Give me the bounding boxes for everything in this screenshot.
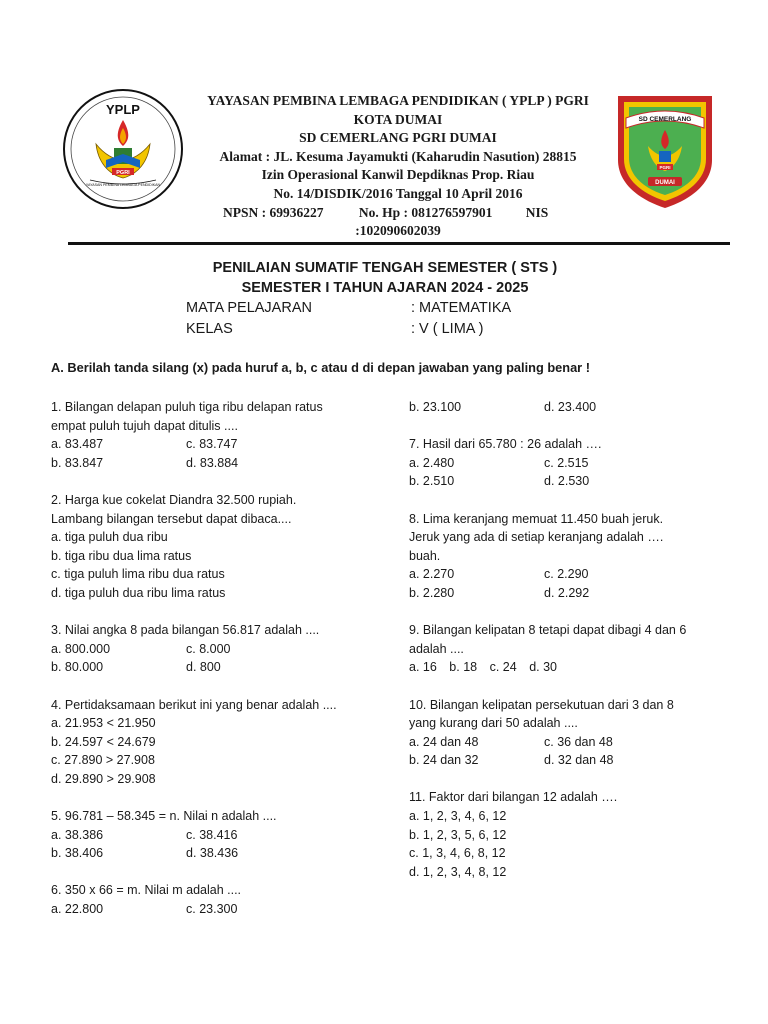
letterhead-line-5: Izin Operasional Kanwil Depdiknas Prop. Riau: [261, 167, 535, 183]
letterhead-contact-row: [185, 204, 611, 223]
question-8: [409, 510, 719, 603]
option-row: [51, 658, 391, 677]
question-text: 7. Hasil dari 65.780 : 26 adalah ….: [409, 437, 602, 452]
nis-label: NIS: [525, 204, 549, 220]
option-a: a. 22.800: [51, 902, 104, 917]
letterhead-line-1: YAYASAN PEMBINA LEMBAGA PENDIDIKAN ( YPLP ) PGRI: [207, 93, 589, 108]
option-row: [409, 398, 719, 417]
option-d: d. 2.530: [544, 474, 590, 489]
letterhead: [185, 92, 611, 241]
option-a: a. 1, 2, 3, 4, 6, 12: [409, 809, 507, 824]
exam-title-block: [90, 259, 680, 298]
question-column-right: [409, 398, 719, 900]
option-b: b. 38.406: [51, 846, 104, 861]
question-text: yang kurang dari 50 adalah ....: [409, 716, 578, 731]
class-row: [186, 319, 484, 340]
question-9: [409, 621, 719, 677]
exam-title: PENILAIAN SUMATIF TENGAH SEMESTER ( STS ): [212, 260, 558, 276]
option-c: c. 8.000: [186, 641, 231, 656]
question-column-left: [51, 398, 391, 937]
option-a: a. 2.480: [409, 455, 455, 470]
question-text: 2. Harga kue cokelat Diandra 32.500 rupiah.: [51, 492, 297, 507]
question-text: Jeruk yang ada di setiap keranjang adalah ….: [409, 530, 664, 545]
option-d: d. 30: [529, 660, 557, 675]
option-row: [409, 584, 719, 603]
option-b: b. 18: [449, 660, 478, 675]
option-c: c. 83.747: [186, 437, 238, 452]
question-text: 11. Faktor dari bilangan 12 adalah ….: [409, 790, 618, 805]
question-text: adalah ....: [409, 641, 464, 656]
question-3: [51, 621, 391, 677]
npsn-text: NPSN : 69936227: [223, 204, 324, 220]
question-10: [409, 696, 719, 770]
question-6: [51, 881, 391, 918]
option-b: b. 23.100: [409, 400, 462, 414]
phone-text: No. Hp : 081276597901: [358, 204, 493, 220]
subject-row: [186, 298, 512, 319]
option-row: [51, 826, 391, 845]
sd-logo-bottom: DUMAI: [655, 180, 675, 186]
option-a: a. 800.000: [51, 641, 111, 656]
question-text: 8. Lima keranjang memuat 11.450 buah jeruk.: [409, 511, 664, 526]
option-a: a. 21.953 < 21.950: [51, 716, 156, 731]
question-text: 1. Bilangan delapan puluh tiga ribu delapan ratus: [51, 400, 323, 414]
option-c: c. 38.416: [186, 827, 238, 842]
option-c: c. 2.515: [544, 455, 589, 470]
question-11: [409, 788, 719, 881]
option-b: b. 2.510: [409, 474, 455, 489]
option-b: b. 24.597 < 24.679: [51, 734, 156, 749]
option-row: [409, 472, 719, 491]
option-c: c. 1, 3, 4, 6, 8, 12: [409, 846, 506, 861]
question-1: [51, 398, 391, 472]
option-d: d. 83.884: [186, 455, 239, 470]
question-6-continued: [409, 398, 719, 417]
option-d: d. 1, 2, 3, 4, 8, 12: [409, 864, 507, 879]
sd-logo-badge: PGRI: [659, 165, 671, 170]
option-row: [51, 435, 391, 454]
option-b: b. 83.847: [51, 455, 104, 470]
yplp-logo-subtext: YAYASAN PEMBINA LEMBAGA PENDIDIKAN: [85, 183, 161, 187]
option-row: [51, 900, 391, 919]
option-c: c. 36 dan 48: [544, 734, 613, 749]
instruction: A. Berilah tanda silang (x) pada huruf a, b, c atau d di depan jawaban yang paling benar !: [51, 360, 590, 375]
option-a: a. 2.270: [409, 567, 455, 582]
subject-value: : MATEMATIKA: [411, 300, 512, 316]
exam-subtitle: SEMESTER I TAHUN AJARAN 2024 - 2025: [241, 279, 529, 296]
option-a: a. 16: [409, 660, 437, 675]
sd-logo-banner: SD CEMERLANG: [638, 116, 692, 123]
question-text: 4. Pertidaksamaan berikut ini yang benar adalah ....: [51, 697, 337, 712]
question-text: 6. 350 x 66 = m. Nilai m adalah ....: [51, 883, 242, 898]
option-a: a. 83.487: [51, 437, 104, 452]
question-4: [51, 696, 391, 789]
option-b: b. 80.000: [51, 660, 104, 675]
yplp-logo: [62, 88, 184, 210]
option-b: b. 2.280: [409, 585, 455, 600]
option-d: d. 2.292: [544, 585, 590, 600]
option-row: [409, 733, 719, 752]
subject-label: MATA PELAJARAN: [186, 300, 312, 316]
option-d: d. tiga puluh dua ribu lima ratus: [51, 585, 226, 600]
question-text: Lambang bilangan tersebut dapat dibaca....: [51, 511, 292, 526]
option-row: [409, 565, 719, 584]
option-d: d. 800: [186, 660, 221, 675]
question-text: 10. Bilangan kelipatan persekutuan dari 3 dan 8: [409, 697, 674, 712]
question-2: [51, 491, 391, 603]
option-c: c. 2.290: [544, 567, 589, 582]
option-c: c. 27.890 > 27.908: [51, 753, 155, 768]
letterhead-line-2: KOTA DUMAI: [353, 111, 443, 127]
letterhead-line-6: No. 14/DISDIK/2016 Tanggal 10 April 2016: [273, 185, 523, 201]
option-d: d. 32 dan 48: [544, 753, 614, 768]
option-a: a. tiga puluh dua ribu: [51, 530, 168, 545]
question-text: 5. 96.781 – 58.345 = n. Nilai n adalah ....: [51, 809, 277, 824]
option-row: [51, 454, 391, 473]
option-a: a. 24 dan 48: [409, 734, 479, 749]
option-row: [409, 454, 719, 473]
exam-meta: [186, 298, 512, 340]
class-value: : V ( LIMA ): [411, 321, 484, 337]
option-c: c. tiga puluh lima ribu dua ratus: [51, 567, 225, 582]
option-a: a. 38.386: [51, 827, 104, 842]
option-c: c. 24: [489, 660, 517, 675]
yplp-logo-text: YPLP: [106, 102, 140, 117]
option-b: b. tiga ribu dua lima ratus: [51, 548, 192, 563]
option-row: [409, 751, 719, 770]
option-b: b. 24 dan 32: [409, 753, 479, 768]
option-d: d. 29.890 > 29.908: [51, 771, 156, 786]
option-d: d. 38.436: [186, 846, 239, 861]
question-5: [51, 807, 391, 863]
question-text: empat puluh tujuh dapat ditulis ....: [51, 418, 238, 433]
option-row: [51, 640, 391, 659]
question-7: [409, 435, 719, 491]
class-label: KELAS: [186, 321, 233, 337]
letterhead-line-4: Alamat : JL. Kesuma Jayamukti (Kaharudin Nasution) 28815: [219, 148, 577, 164]
header-divider: [68, 242, 730, 245]
nis-value: :102090602039: [355, 223, 441, 239]
letterhead-line-3: SD CEMERLANG PGRI DUMAI: [299, 130, 497, 146]
option-c: c. 23.300: [186, 902, 238, 917]
question-text: buah.: [409, 548, 441, 563]
sd-cemerlang-logo: [612, 88, 718, 210]
option-d: d. 23.400: [544, 400, 597, 414]
question-text: 3. Nilai angka 8 pada bilangan 56.817 adalah ....: [51, 623, 320, 638]
option-b: b. 1, 2, 3, 5, 6, 12: [409, 827, 507, 842]
option-row: [51, 844, 391, 863]
yplp-logo-badge: PGRI: [116, 170, 130, 176]
question-text: 9. Bilangan kelipatan 8 tetapi dapat dibagi 4 dan 6: [409, 623, 687, 638]
option-row: [409, 658, 719, 677]
